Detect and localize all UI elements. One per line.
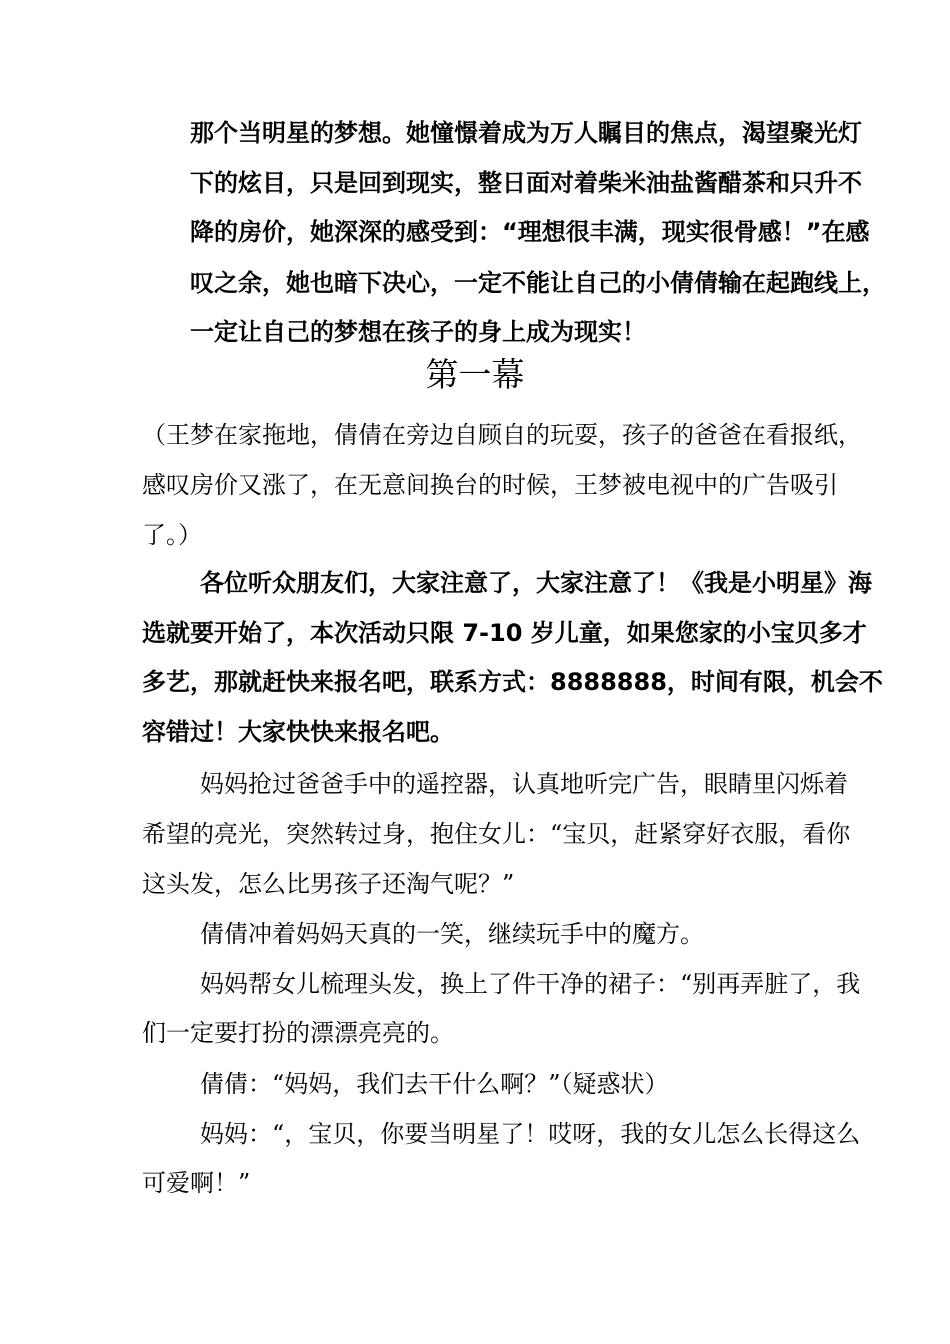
announcement-line: 选就要开始了，本次活动只限 7-10 岁儿童，如果您家的小宝贝多才 bbox=[142, 619, 867, 647]
narration-line: 这头发，怎么比男孩子还淘气呢？” bbox=[142, 870, 515, 898]
intro-line: 一定让自己的梦想在孩子的身上成为现实！ bbox=[190, 318, 646, 346]
stage-direction-line: （王梦在家拖地，倩倩在旁边自顾自的玩耍，孩子的爸爸在看报纸， bbox=[142, 421, 862, 449]
announcement-line: 容错过！大家快快来报名吧。 bbox=[142, 718, 454, 746]
dialogue-line: 倩倩：“妈妈，我们去干什么啊？”（疑惑状） bbox=[200, 1070, 669, 1098]
narration-line: 希望的亮光，突然转过身，抱住女儿：“宝贝，赶紧穿好衣服，看你 bbox=[142, 820, 851, 848]
dialogue-line: 妈妈：“，宝贝，你要当明星了！哎呀，我的女儿怎么长得这么 bbox=[200, 1120, 861, 1148]
dialogue-line: 可爱啊！” bbox=[142, 1169, 251, 1197]
announcement-line: 多艺，那就赶快来报名吧，联系方式：8888888，时间有限，机会不 bbox=[142, 668, 883, 696]
narration-line: 倩倩冲着妈妈天真的一笑，继续玩手中的魔方。 bbox=[200, 920, 704, 948]
announcement-line: 各位听众朋友们，大家注意了，大家注意了！《我是小明星》海 bbox=[200, 569, 872, 597]
intro-line: 叹之余，她也暗下决心，一定不能让自己的小倩倩输在起跑线上， bbox=[190, 269, 886, 297]
narration-line: 妈妈抢过爸爸手中的遥控器，认真地听完广告，眼睛里闪烁着 bbox=[200, 770, 848, 798]
act-title: 第一幕 bbox=[425, 355, 525, 394]
stage-direction-line: 了。） bbox=[142, 521, 202, 549]
intro-line: 那个当明星的梦想。她憧憬着成为万人瞩目的焦点，渴望聚光灯 bbox=[190, 119, 862, 147]
intro-line: 下的炫目，只是回到现实，整日面对着柴米油盐酱醋茶和只升不 bbox=[190, 169, 862, 197]
intro-line: 降的房价，她深深的感受到：“理想很丰满，现实很骨感！”在感 bbox=[190, 218, 870, 246]
stage-direction-line: 感叹房价又涨了，在无意间换台的时候，王梦被电视中的广告吸引 bbox=[142, 471, 838, 499]
narration-line: 们一定要打扮的漂漂亮亮的。 bbox=[142, 1019, 454, 1047]
narration-line: 妈妈帮女儿梳理头发，换上了件干净的裙子：“别再弄脏了，我 bbox=[200, 970, 861, 998]
